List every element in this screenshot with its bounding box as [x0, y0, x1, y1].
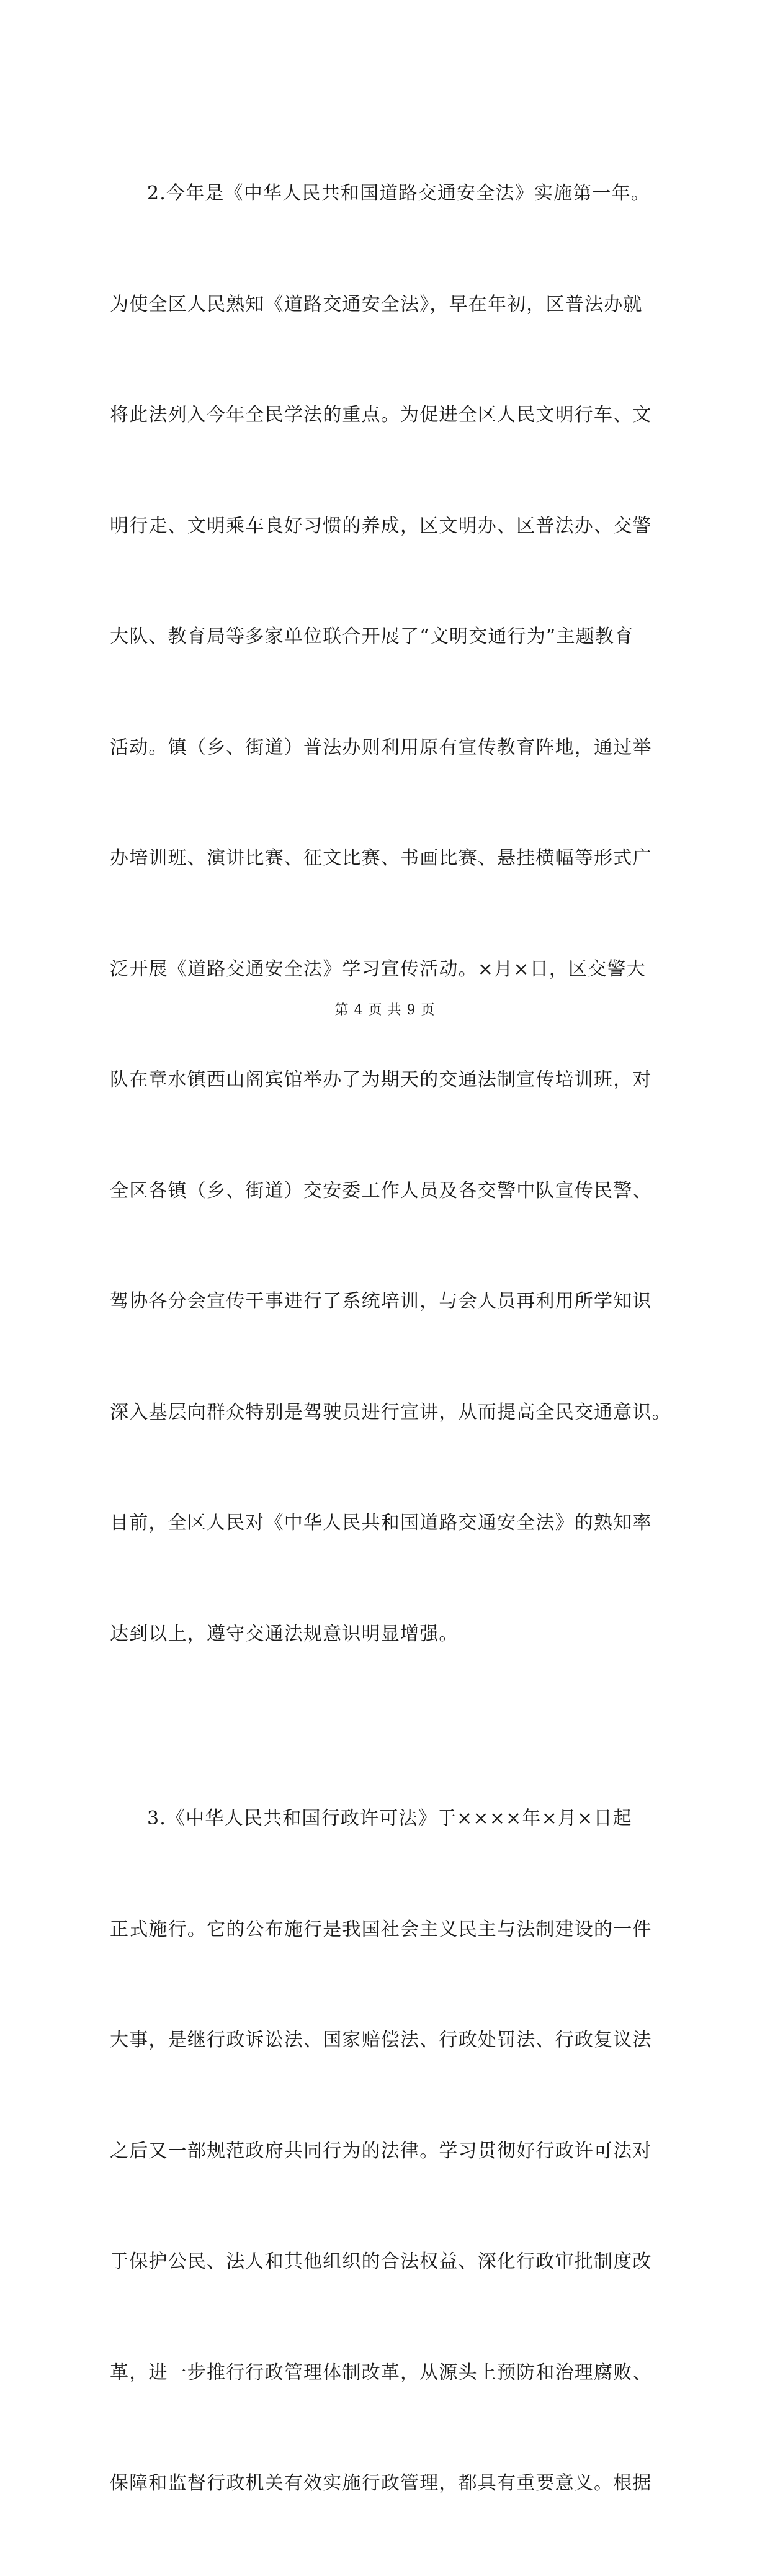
text-line: 目前，全区人民对《中华人民共和国道路交通安全法》的熟知率: [110, 1512, 652, 1534]
text-line: 于保护公民、法人和其他组织的合法权益、深化行政审批制度改: [110, 2251, 652, 2272]
text-line: 深入基层向群众特别是驾驶员进行宣讲，从而提高全民交通意识。: [110, 1401, 671, 1423]
text-line: 办培训班、演讲比赛、征文比赛、书画比赛、悬挂横幅等形式广: [110, 847, 652, 869]
text-line: 大队、教育局等多家单位联合开展了“文明交通行为”主题教育: [110, 626, 634, 647]
text-line: 3.《中华人民共和国行政许可法》于××××年×月×日起: [147, 1808, 632, 1829]
text-line: 正式施行。它的公布施行是我国社会主义民主与法制建设的一件: [110, 1918, 652, 1940]
text-line: 将此法列入今年全民学法的重点。为促进全区人民文明行车、文: [110, 404, 652, 426]
page-number-footer: 第 4 页 共 9 页: [334, 1002, 436, 1018]
text-line: 为使全区人民熟知《道路交通安全法》，早在年初，区普法办就: [110, 293, 643, 315]
paragraph-2: [110, 101, 671, 1726]
text-line: 驾协各分会宣传干事进行了系统培训，与会人员再利用所学知识: [110, 1290, 652, 1312]
text-line: 2.今年是《中华人民共和国道路交通安全法》实施第一年。: [147, 182, 651, 204]
text-line: 队在章水镇西山阁宾馆举办了为期天的交通法制宣传培训班，对: [110, 1069, 652, 1091]
text-line: 明行走、文明乘车良好习惯的养成，区文明办、区普法办、交警: [110, 515, 652, 537]
text-line: 达到以上，遵守交通法规意识明显增强。: [110, 1623, 459, 1645]
text-line: 活动。镇（乡、街道）普法办则利用原有宣传教育阵地，通过举: [110, 736, 652, 759]
body-text: [110, 101, 671, 2576]
text-line: 泛开展《道路交通安全法》学习宣传活动。×月×日，区交警大: [110, 958, 646, 980]
paragraph-3: [110, 1726, 671, 2576]
text-line: 革，进一步推行行政管理体制改革，从源头上预防和治理腐败、: [110, 2361, 652, 2384]
text-line: 保障和监督行政机关有效实施行政管理，都具有重要意义。根据: [110, 2472, 652, 2494]
text-line: 大事，是继行政诉讼法、国家赔偿法、行政处罚法、行政复议法: [110, 2029, 652, 2051]
text-line: 之后又一部规范政府共同行为的法律。学习贯彻好行政许可法对: [110, 2140, 652, 2162]
text-line: 全区各镇（乡、街道）交安委工作人员及各交警中队宣传民警、: [110, 1179, 652, 1202]
